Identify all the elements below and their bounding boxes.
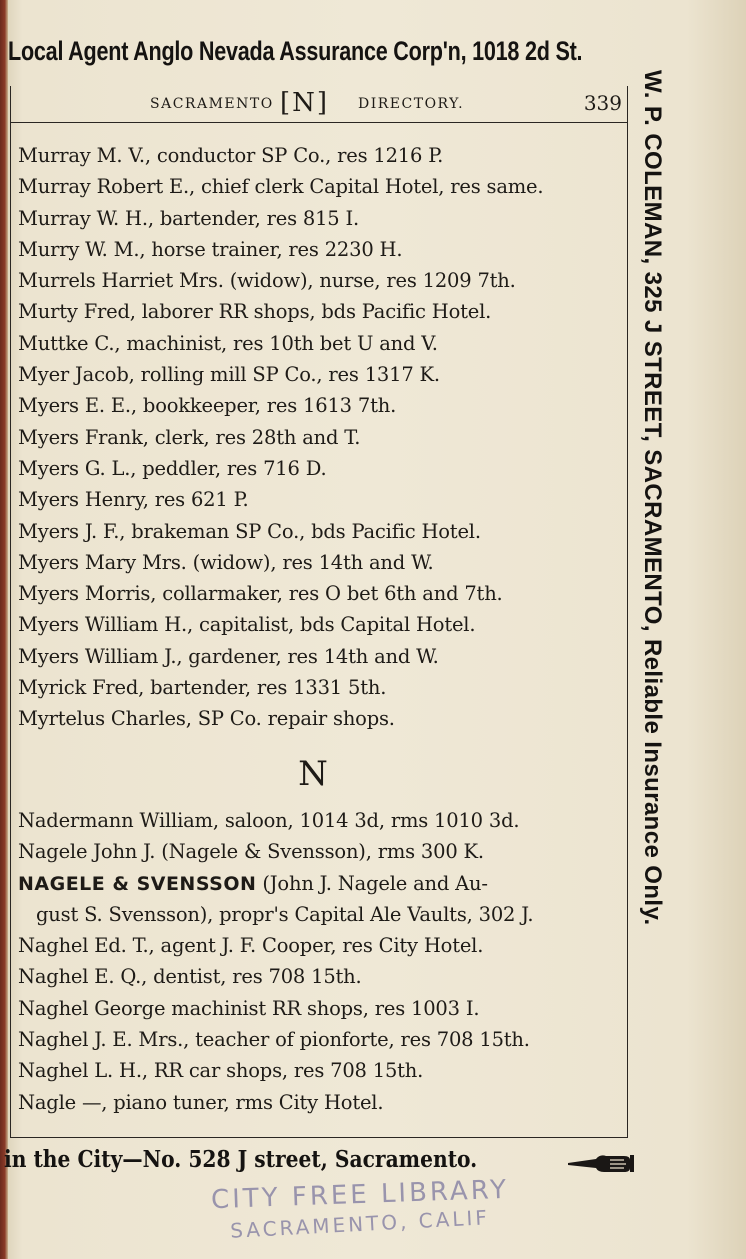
side-advertisement-text: W. P. COLEMAN, 325 J STREET, SACRAMENTO, Reliable Insurance Only. xyxy=(639,70,666,926)
list-item: Myrick Fred, bartender, res 1331 5th. xyxy=(18,676,387,700)
list-item: Naghel Ed. T., agent J. F. Cooper, res City Hotel. xyxy=(18,934,484,958)
list-item: Naghel E. Q., dentist, res 708 15th. xyxy=(18,965,362,989)
running-head-directory: DIRECTORY. xyxy=(358,96,465,112)
running-head xyxy=(10,88,626,120)
list-item: Murry W. M., horse trainer, res 2230 H. xyxy=(18,237,403,261)
stamp-line-1: CITY FREE LIBRARY xyxy=(210,1174,510,1216)
page-number: 339 xyxy=(583,91,622,115)
list-item: Myers E. E., bookkeeper, res 1613 7th. xyxy=(18,394,397,418)
stamp-line-2: SACRAMENTO, CALIF xyxy=(229,1205,491,1243)
list-item: Myers Mary Mrs. (widow), res 14th and W. xyxy=(18,550,434,574)
running-head-city: SACRAMENTO xyxy=(150,96,274,112)
list-item: Murray W. H., bartender, res 815 I. xyxy=(18,206,359,230)
entries-list-n xyxy=(18,805,628,1118)
list-item: Myers Henry, res 621 P. xyxy=(18,488,249,512)
list-item-continuation: gust S. Svensson), propr's Capital Ale Vaults, 302 J. xyxy=(36,902,534,926)
list-item: Myers William H., capitalist, bds Capital Hotel. xyxy=(18,613,476,637)
side-advertisement xyxy=(640,70,666,1140)
firm-details: (John J. Nagele and Au- xyxy=(256,871,488,895)
list-item: Myers William J., gardener, res 14th and W. xyxy=(18,644,439,668)
list-item: Nadermann William, saloon, 1014 3d, rms 1010 3d. xyxy=(18,809,520,832)
header-rule xyxy=(10,122,627,123)
list-item: Nagle —, piano tuner, rms City Hotel. xyxy=(18,1090,384,1114)
book-spine-edge xyxy=(0,0,8,1259)
list-item: Myers J. F., brakeman SP Co., bds Pacific Hotel. xyxy=(18,519,481,543)
list-item: Naghel J. E. Mrs., teacher of pionforte, res 708 15th. xyxy=(18,1028,530,1052)
list-item: Nagele John J. (Nagele & Svensson), rms 300 K. xyxy=(18,840,484,864)
list-item: Murray Robert E., chief clerk Capital Hotel, res same. xyxy=(18,175,544,199)
list-item: Murray M. V., conductor SP Co., res 1216 P. xyxy=(18,144,444,167)
list-item: Naghel George machinist RR shops, res 1003 I. xyxy=(18,996,480,1020)
list-item: Murty Fred, laborer RR shops, bds Pacific Hotel. xyxy=(18,300,492,324)
section-heading-n: N xyxy=(298,753,328,794)
list-item: Myers Morris, collarmaker, res O bet 6th and 7th. xyxy=(18,582,503,606)
list-item: Myers Frank, clerk, res 28th and T. xyxy=(18,425,361,449)
list-item: Myers G. L., peddler, res 716 D. xyxy=(18,456,327,480)
pointing-hand-icon xyxy=(566,1150,636,1176)
library-stamp xyxy=(190,1174,530,1250)
entries-list-m xyxy=(18,140,628,813)
list-item: Myer Jacob, rolling mill SP Co., res 1317 K. xyxy=(18,363,440,387)
bottom-advertisement: in the City—No. 528 J street, Sacramento. xyxy=(4,1146,478,1173)
list-item: Muttke C., machinist, res 10th bet U and V. xyxy=(18,331,438,355)
top-advertisement: Local Agent Anglo Nevada Assurance Corp'n, 1018 2d St. xyxy=(8,36,583,66)
list-item: Naghel L. H., RR car shops, res 708 15th. xyxy=(18,1059,424,1083)
list-item: Murrels Harriet Mrs. (widow), nurse, res 1209 7th. xyxy=(18,269,516,293)
list-item-firm xyxy=(18,868,628,899)
list-item: Myrtelus Charles, SP Co. repair shops. xyxy=(18,707,395,731)
firm-name: NAGELE & SVENSSON xyxy=(18,872,257,895)
running-head-letter: [N] xyxy=(280,88,330,118)
